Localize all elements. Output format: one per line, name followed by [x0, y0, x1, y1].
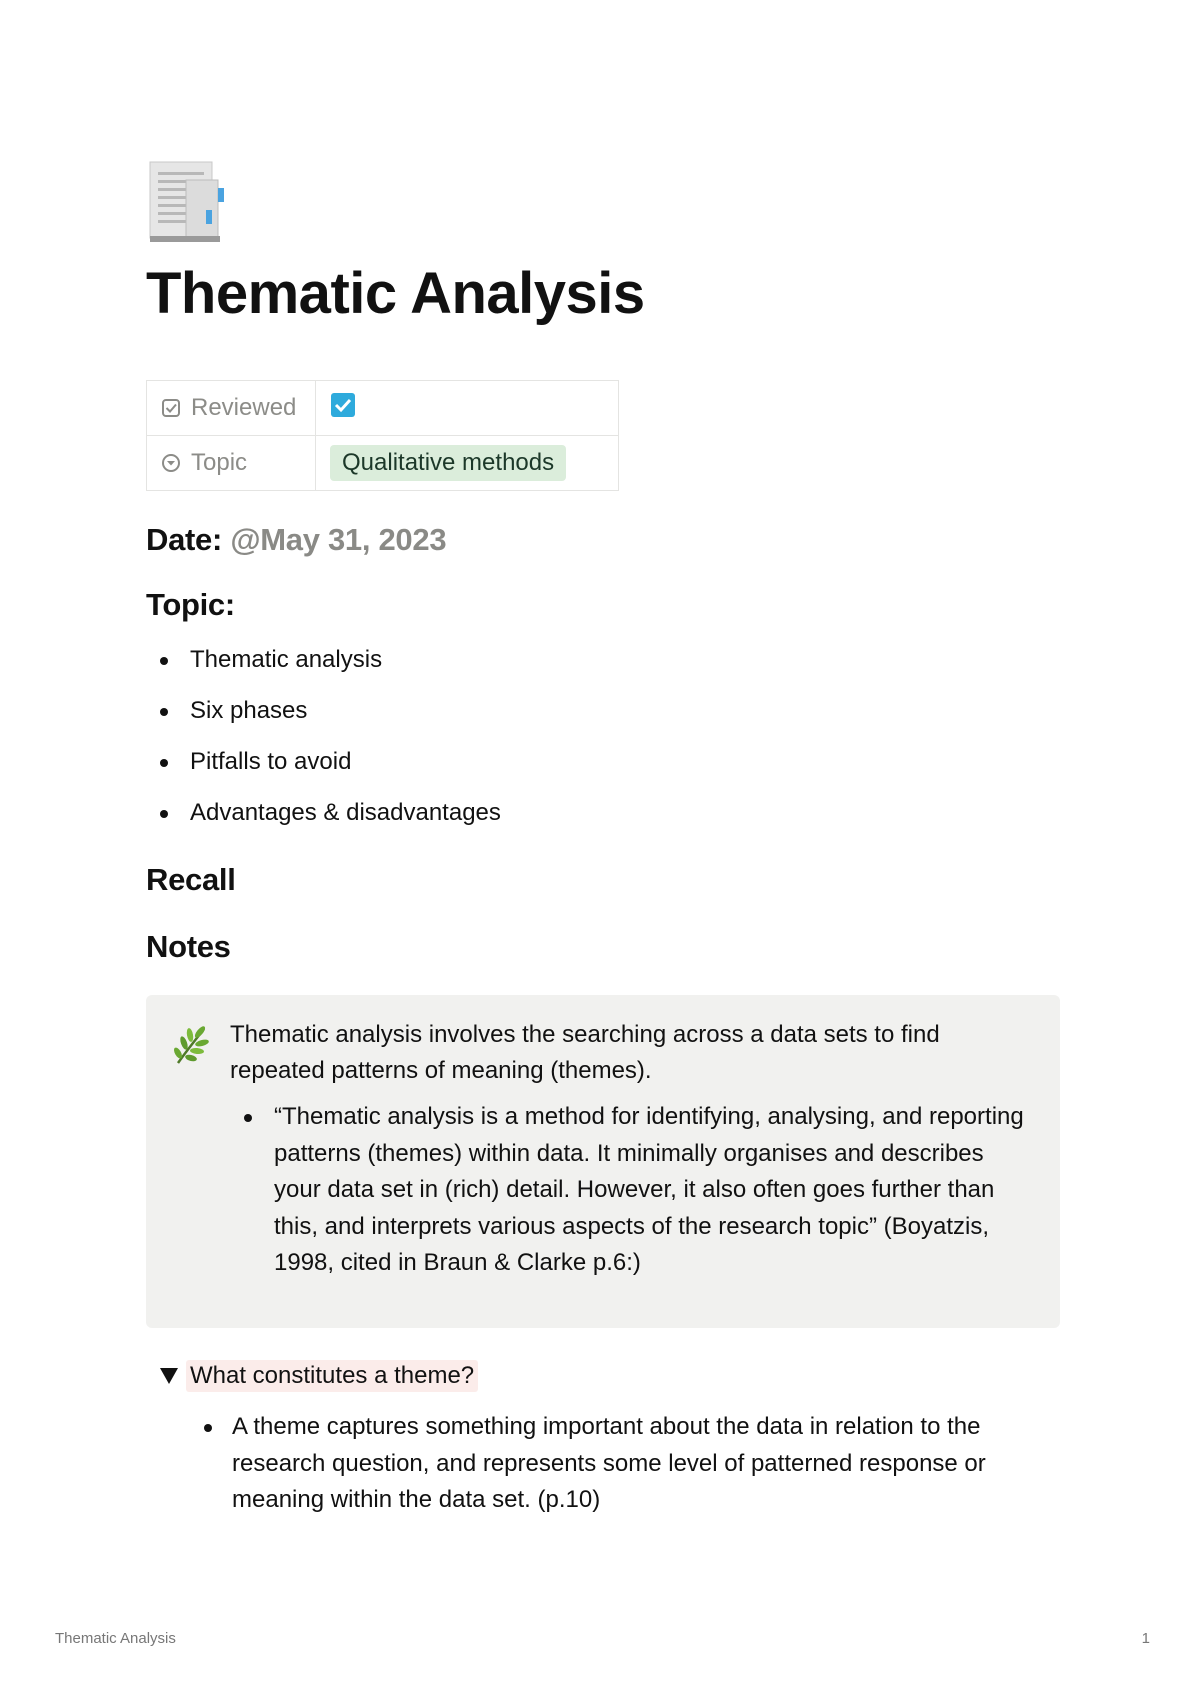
date-label: Date:	[146, 522, 223, 557]
callout-list	[230, 1099, 1030, 1282]
herb-icon[interactable]	[170, 1023, 212, 1072]
topic-list	[146, 645, 501, 849]
page-title: Thematic Analysis	[146, 261, 645, 326]
recall-heading: Recall	[146, 862, 236, 897]
footer-title: Thematic Analysis	[55, 1630, 176, 1647]
list-item: Advantages & disadvantages	[146, 798, 501, 849]
toggle-theme[interactable]	[160, 1360, 478, 1392]
toggle-content-list	[190, 1409, 1070, 1519]
reviewed-checkbox[interactable]	[330, 392, 356, 418]
property-name-reviewed: Reviewed	[191, 394, 297, 421]
property-name-topic: Topic	[191, 449, 248, 476]
toggle-label: What constitutes a theme?	[186, 1360, 478, 1392]
list-item: Six phases	[146, 696, 501, 747]
page-document-icon[interactable]	[146, 158, 228, 244]
list-item: “Thematic analysis is a method for identifying, analysing, and reporting patterns (themes) within data. It minimally organises and describes your data set in (rich) detail. However, it also often goes further than this, and interprets various aspects of the research topic” (Boyatzis, 1998, cited in Braun & Clarke p.6:)	[230, 1099, 1030, 1282]
notes-heading: Notes	[146, 929, 231, 964]
footer-page-number: 1	[1141, 1630, 1150, 1647]
topic-heading: Topic:	[146, 587, 235, 622]
callout-paragraph: Thematic analysis involves the searching across a data sets to find repeated patterns of meaning (themes).	[230, 1021, 940, 1084]
properties-table	[146, 380, 619, 491]
list-item: Thematic analysis	[146, 645, 501, 696]
callout-content	[230, 1017, 1030, 1282]
topic-tag[interactable]: Qualitative methods	[330, 445, 566, 481]
list-item: A theme captures something important about the data in relation to the research question, and represents some level of patterned response or meaning within the data set. (p.10)	[190, 1409, 1070, 1519]
property-row-reviewed	[147, 381, 619, 436]
checkbox-property-icon	[161, 398, 181, 418]
notes-callout	[146, 995, 1060, 1328]
list-item: Pitfalls to avoid	[146, 747, 501, 798]
property-row-topic	[147, 436, 619, 491]
select-property-icon	[161, 453, 181, 473]
date-mention[interactable]: @May 31, 2023	[230, 522, 447, 557]
toggle-caret-icon[interactable]	[160, 1368, 178, 1384]
date-heading	[146, 522, 446, 558]
